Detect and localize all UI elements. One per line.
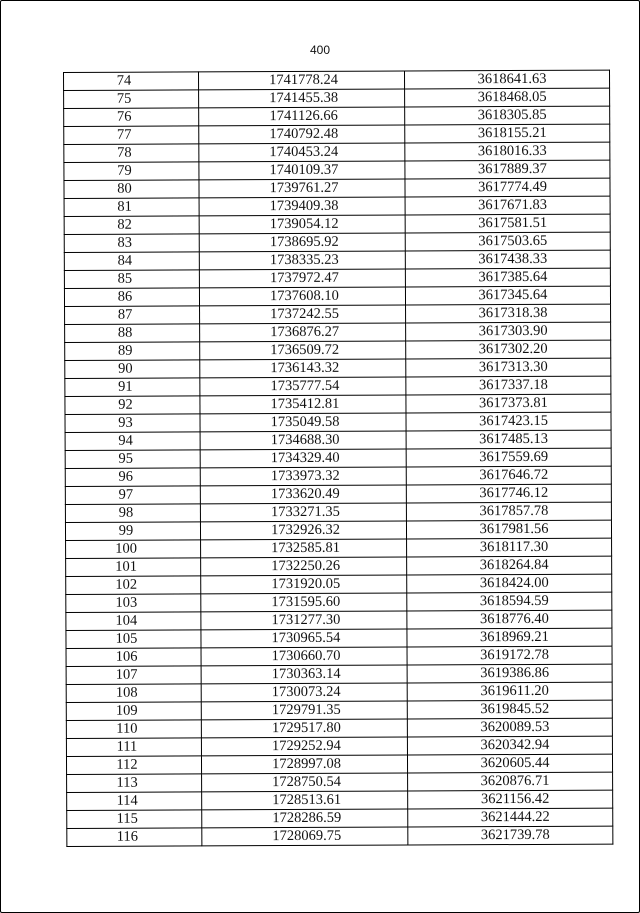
x-coordinate-cell: 1738695.92	[199, 233, 405, 252]
point-number-cell: 91	[65, 378, 200, 397]
point-number-cell: 116	[67, 828, 202, 847]
y-coordinate-cell: 3617385.64	[405, 268, 610, 287]
point-number-cell: 84	[64, 252, 199, 271]
x-coordinate-cell: 1733973.32	[200, 467, 406, 486]
point-number-cell: 82	[64, 216, 199, 235]
x-coordinate-cell: 1740792.48	[199, 125, 405, 144]
x-coordinate-cell: 1736143.32	[200, 359, 406, 378]
y-coordinate-cell: 3617559.69	[406, 448, 611, 467]
y-coordinate-cell: 3618264.84	[407, 556, 612, 575]
table-row	[65, 322, 611, 342]
point-number-cell: 93	[65, 414, 200, 433]
y-coordinate-cell: 3617302.20	[406, 340, 611, 359]
x-coordinate-cell: 1730363.14	[201, 665, 407, 684]
table-row	[66, 610, 612, 630]
y-coordinate-cell: 3618305.85	[405, 106, 610, 125]
point-number-cell: 86	[64, 288, 199, 307]
table-row	[65, 520, 611, 540]
table-row	[67, 790, 613, 810]
x-coordinate-cell: 1729517.80	[201, 719, 407, 738]
point-number-cell: 110	[66, 720, 201, 739]
x-coordinate-cell: 1728750.54	[202, 773, 408, 792]
point-number-cell: 97	[65, 486, 200, 505]
point-number-cell: 75	[64, 90, 199, 109]
y-coordinate-cell: 3617318.38	[406, 304, 611, 323]
point-number-cell: 95	[65, 450, 200, 469]
table-row	[66, 556, 612, 576]
point-number-cell: 103	[66, 594, 201, 613]
x-coordinate-cell: 1735049.58	[200, 413, 406, 432]
point-number-cell: 101	[66, 558, 201, 577]
point-number-cell: 78	[64, 144, 199, 163]
table-row	[65, 430, 611, 450]
table-row	[66, 592, 612, 612]
x-coordinate-cell: 1737242.55	[200, 305, 406, 324]
table-row	[66, 736, 612, 756]
y-coordinate-cell: 3621156.42	[408, 790, 613, 809]
point-number-cell: 112	[66, 756, 201, 775]
point-number-cell: 87	[65, 306, 200, 325]
y-coordinate-cell: 3620876.71	[408, 772, 613, 791]
point-number-cell: 108	[66, 684, 201, 703]
table-row	[64, 178, 610, 198]
x-coordinate-cell: 1737608.10	[199, 287, 405, 306]
x-coordinate-cell: 1730660.70	[201, 647, 407, 666]
point-number-cell: 96	[65, 468, 200, 487]
table-row	[64, 160, 610, 180]
point-number-cell: 74	[64, 72, 199, 91]
y-coordinate-cell: 3618016.33	[405, 142, 610, 161]
table-row	[65, 412, 611, 432]
point-number-cell: 100	[66, 540, 201, 559]
point-number-cell: 106	[66, 648, 201, 667]
table-row	[64, 214, 610, 234]
y-coordinate-cell: 3617485.13	[406, 430, 611, 449]
table-row	[67, 772, 613, 792]
point-number-cell: 88	[65, 324, 200, 343]
y-coordinate-cell: 3618424.00	[407, 574, 612, 593]
table-row	[66, 628, 612, 648]
point-number-cell: 105	[66, 630, 201, 649]
x-coordinate-cell: 1729791.35	[201, 701, 407, 720]
y-coordinate-cell: 3621444.22	[408, 808, 613, 827]
point-number-cell: 111	[66, 738, 201, 757]
y-coordinate-cell: 3618594.59	[407, 592, 612, 611]
x-coordinate-cell: 1735777.54	[200, 377, 406, 396]
x-coordinate-cell: 1732926.32	[200, 521, 406, 540]
x-coordinate-cell: 1740109.37	[199, 161, 405, 180]
y-coordinate-cell: 3617581.51	[405, 214, 610, 233]
y-coordinate-cell: 3617857.78	[406, 502, 611, 521]
point-number-cell: 83	[64, 234, 199, 253]
x-coordinate-cell: 1732250.26	[201, 557, 407, 576]
table-row	[67, 808, 613, 828]
y-coordinate-cell: 3617746.12	[406, 484, 611, 503]
x-coordinate-cell: 1731595.60	[201, 593, 407, 612]
x-coordinate-cell: 1739054.12	[199, 215, 405, 234]
point-number-cell: 79	[64, 162, 199, 181]
y-coordinate-cell: 3617671.83	[405, 196, 610, 215]
x-coordinate-cell: 1741778.24	[199, 71, 405, 90]
coordinates-table-body	[64, 70, 613, 846]
y-coordinate-cell: 3617889.37	[405, 160, 610, 179]
point-number-cell: 107	[66, 666, 201, 685]
y-coordinate-cell: 3619611.20	[407, 682, 612, 701]
y-coordinate-cell: 3619845.52	[407, 700, 612, 719]
x-coordinate-cell: 1738335.23	[199, 251, 405, 270]
coordinates-table	[63, 70, 613, 847]
point-number-cell: 102	[66, 576, 201, 595]
table-row	[65, 340, 611, 360]
x-coordinate-cell: 1737972.47	[199, 269, 405, 288]
point-number-cell: 113	[67, 774, 202, 793]
table-row	[65, 304, 611, 324]
page-number: 400	[309, 43, 331, 57]
x-coordinate-cell: 1728513.61	[202, 791, 408, 810]
y-coordinate-cell: 3617423.15	[406, 412, 611, 431]
table-row	[64, 196, 610, 216]
table-row	[64, 268, 610, 288]
y-coordinate-cell: 3617303.90	[406, 322, 611, 341]
y-coordinate-cell: 3617373.81	[406, 394, 611, 413]
table-row	[64, 286, 610, 306]
table-row	[64, 88, 610, 108]
point-number-cell: 76	[64, 108, 199, 127]
table-row	[66, 538, 612, 558]
table-row	[65, 466, 611, 486]
x-coordinate-cell: 1735412.81	[200, 395, 406, 414]
x-coordinate-cell: 1730965.54	[201, 629, 407, 648]
x-coordinate-cell: 1734329.40	[200, 449, 406, 468]
point-number-cell: 99	[65, 522, 200, 541]
x-coordinate-cell: 1728069.75	[202, 827, 408, 846]
x-coordinate-cell: 1728997.08	[201, 755, 407, 774]
y-coordinate-cell: 3617438.33	[405, 250, 610, 269]
x-coordinate-cell: 1736509.72	[200, 341, 406, 360]
point-number-cell: 85	[64, 270, 199, 289]
y-coordinate-cell: 3617503.65	[405, 232, 610, 251]
x-coordinate-cell: 1729252.94	[201, 737, 407, 756]
x-coordinate-cell: 1731920.05	[201, 575, 407, 594]
table-row	[66, 664, 612, 684]
y-coordinate-cell: 3620342.94	[407, 736, 612, 755]
table-row	[66, 574, 612, 594]
y-coordinate-cell: 3620605.44	[407, 754, 612, 773]
y-coordinate-cell: 3618117.30	[407, 538, 612, 557]
point-number-cell: 80	[64, 180, 199, 199]
table-row	[67, 826, 613, 846]
point-number-cell: 98	[65, 504, 200, 523]
x-coordinate-cell: 1730073.24	[201, 683, 407, 702]
x-coordinate-cell: 1741455.38	[199, 89, 405, 108]
y-coordinate-cell: 3617646.72	[406, 466, 611, 485]
table-row	[64, 232, 610, 252]
point-number-cell: 81	[64, 198, 199, 217]
table-row	[64, 106, 610, 126]
y-coordinate-cell: 3619172.78	[407, 646, 612, 665]
table-row	[65, 394, 611, 414]
y-coordinate-cell: 3618641.63	[404, 70, 609, 89]
table-row	[65, 376, 611, 396]
x-coordinate-cell: 1736876.27	[200, 323, 406, 342]
table-row	[66, 646, 612, 666]
x-coordinate-cell: 1739409.38	[199, 197, 405, 216]
x-coordinate-cell: 1734688.30	[200, 431, 406, 450]
table-row	[65, 448, 611, 468]
y-coordinate-cell: 3618155.21	[405, 124, 610, 143]
point-number-cell: 115	[67, 810, 202, 829]
y-coordinate-cell: 3619386.86	[407, 664, 612, 683]
point-number-cell: 109	[66, 702, 201, 721]
x-coordinate-cell: 1739761.27	[199, 179, 405, 198]
x-coordinate-cell: 1733271.35	[200, 503, 406, 522]
y-coordinate-cell: 3620089.53	[407, 718, 612, 737]
table-row	[66, 682, 612, 702]
point-number-cell: 77	[64, 126, 199, 145]
x-coordinate-cell: 1741126.66	[199, 107, 405, 126]
y-coordinate-cell: 3621739.78	[408, 826, 613, 845]
y-coordinate-cell: 3617313.30	[406, 358, 611, 377]
y-coordinate-cell: 3617774.49	[405, 178, 610, 197]
table-row	[64, 250, 610, 270]
y-coordinate-cell: 3618468.05	[405, 88, 610, 107]
table-row	[64, 142, 610, 162]
y-coordinate-cell: 3617981.56	[406, 520, 611, 539]
x-coordinate-cell: 1733620.49	[200, 485, 406, 504]
x-coordinate-cell: 1732585.81	[201, 539, 407, 558]
y-coordinate-cell: 3617345.64	[405, 286, 610, 305]
point-number-cell: 89	[65, 342, 200, 361]
y-coordinate-cell: 3617337.18	[406, 376, 611, 395]
x-coordinate-cell: 1731277.30	[201, 611, 407, 630]
x-coordinate-cell: 1740453.24	[199, 143, 405, 162]
y-coordinate-cell: 3618776.40	[407, 610, 612, 629]
table-row	[65, 502, 611, 522]
table-row	[66, 754, 612, 774]
table-row	[64, 70, 610, 90]
point-number-cell: 92	[65, 396, 200, 415]
point-number-cell: 90	[65, 360, 200, 379]
point-number-cell: 94	[65, 432, 200, 451]
point-number-cell: 114	[67, 792, 202, 811]
x-coordinate-cell: 1728286.59	[202, 809, 408, 828]
y-coordinate-cell: 3618969.21	[407, 628, 612, 647]
table-row	[66, 700, 612, 720]
table-row	[65, 358, 611, 378]
table-row	[64, 124, 610, 144]
table-row	[66, 718, 612, 738]
point-number-cell: 104	[66, 612, 201, 631]
table-row	[65, 484, 611, 504]
